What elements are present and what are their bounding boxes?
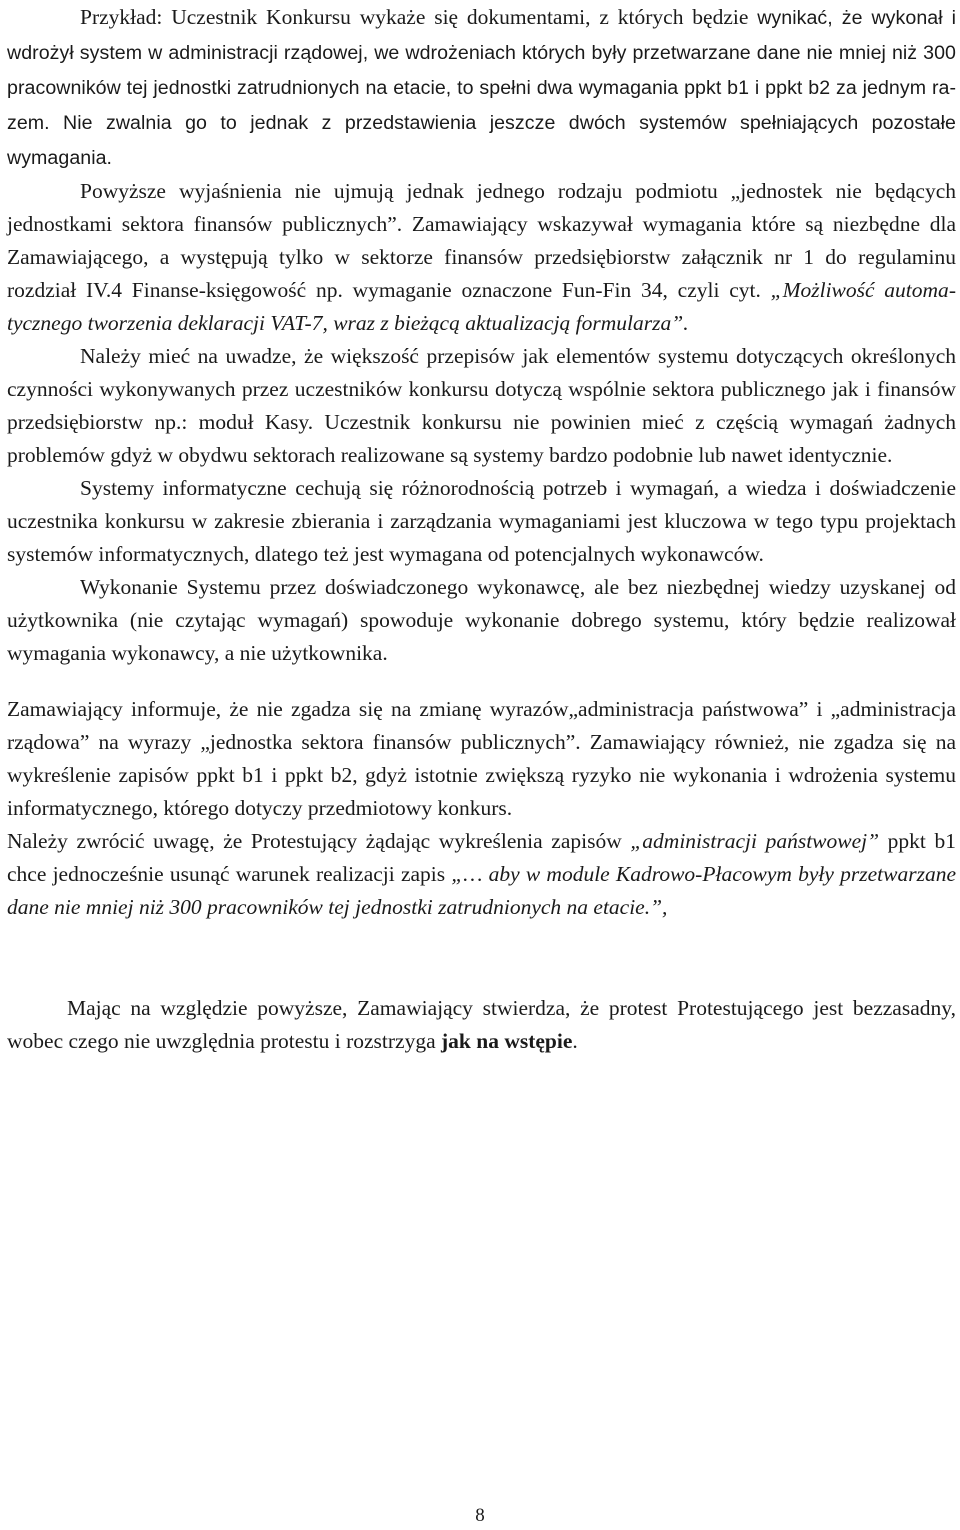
page-number: 8 (475, 1505, 485, 1526)
paragraph-note-regulations: Należy mieć na uwadze, że większość przepisów jak elementów systemu dotyczących określonych czynności wykonywanych przez uczestników konkursu dotyczą wspólnie sektora publicznego jak i finansów przedsiębiorstw np.: moduł Kasy. Uczestnik konkursu nie powinien mieć z częścią wymagań żadnych problemów gdyż w obydwu sektorach realizowane są systemy bardzo podobnie lub nawet identycznie. (7, 344, 956, 467)
paragraph-conclusion (7, 992, 956, 1058)
conclusion-end: . (572, 1029, 578, 1053)
paragraph-contracting-authority: Zamawiający informuje, że nie zgadza się na zmianę wyrazów„administracja państwowa” i „administracja rządowa” na wyrazy „jednostka sektora finansów publicznych”. Zamawiający również, nie zgadza się na wykreślenie zapisów ppkt b1 i ppkt b2, gdyż istotnie zwiększą ryzyko nie wykonania i wdrożenia systemu informatycznego, którego dotyczy przedmiotowy konkurs. (7, 697, 956, 820)
protester-italic-1: „administracji państwowej” (630, 829, 880, 853)
clarifications-text: Powyższe wyjaśnienia nie ujmują jednak jednego rodzaju podmiotu „jednostek nie będących jednostkami sektora finansów publicznych”. Zamawiający wskazywał wymagania które są niezbędne dla Zamawiającego, a występują tylko w sektorze finansów przedsiębiorstw załącznik nr 1 do regulaminu rozdział IV.4 Finanse-księgowość np. wymaganie oznaczone Fun-Fin 34, czyli cyt. (7, 179, 956, 302)
protester-text-1: Należy zwrócić uwagę, że Protestujący żądając wykreślenia zapisów (7, 829, 631, 853)
protester-text-2: ppkt b1 chce jednocześnie usunąć warunek realizacji zapis (7, 829, 957, 886)
paragraph-example (7, 0, 956, 175)
protester-italic-2: „… aby w module Kadrowo-Płacowym były przetwarzane dane nie mniej niż 300 pracowników tej jednostki zatrudnionych na etacie.”, (7, 862, 956, 919)
example-sans-text: wynikać, że wykonał i wdrożył system w administracji rządowej, we wdrożeniach których były przetwarzane dane nie mniej niż 300 pracowników tej jednostki zatrudnionych na etacie, to spełni dwa wymagania ppkt b1 i ppkt b2 za jednym razem. Nie zwalnia go to jednak z przedstawienia jeszcze dwóch systemów spełniających pozostałe wymagania. (7, 7, 956, 169)
paragraph-clarifications (7, 175, 956, 340)
paragraph-protester-note (7, 825, 956, 924)
example-lead-text: Przykład: Uczestnik Konkursu wykaże się dokumentami, z których będzie (80, 5, 749, 29)
conclusion-text: Mając na względzie powyższe, Zamawiający stwierdza, że protest Protestującego jest bezzasadny, wobec czego nie uwzględnia protestu i rozstrzyga (7, 996, 956, 1053)
paragraph-it-systems: Systemy informatyczne cechują się różnorodnością potrzeb i wymagań, a wiedza i doświadczenie uczestnika konkursu w zakresie zbierania i zarządzania wymaganiami jest kluczowa w tego typu projektach systemów informatycznych, dlatego też jest wymagana od potencjalnych wykonawców. (7, 476, 956, 566)
paragraph-system-execution: Wykonanie Systemu przez doświadczonego wykonawcę, ale bez niezbędnej wiedzy uzyskanej od użytkownika (nie czytając wymagań) spowoduje wykonanie dobrego systemu, który będzie realizował wymagania wykonawcy, a nie użytkownika. (7, 575, 956, 665)
quoted-requirement-italic: „Możliwość automatycznego tworzenia deklaracji VAT-7, wraz z bieżącą aktualizacją formularza”. (7, 278, 956, 335)
conclusion-bold: jak na wstępie (441, 1029, 573, 1053)
document-page (7, 0, 956, 1058)
